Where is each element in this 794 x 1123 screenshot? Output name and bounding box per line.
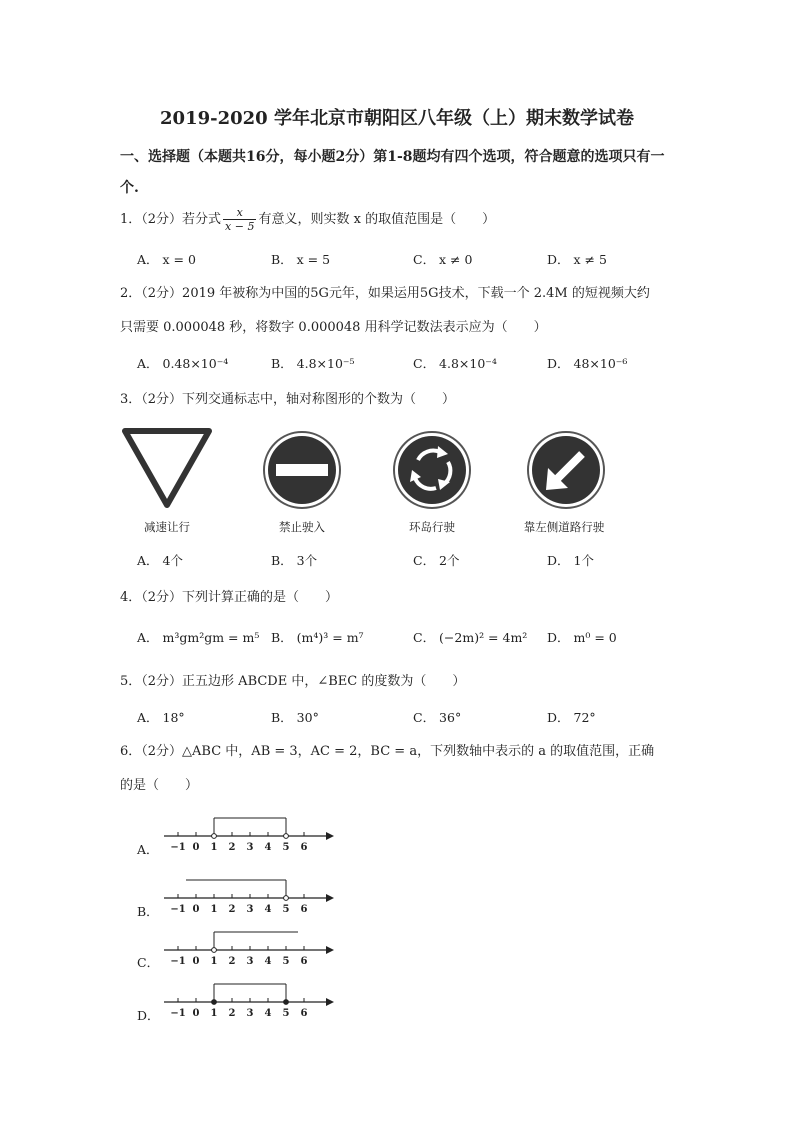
q1-suffix: 有意义，则实数 x 的取值范围是（ ） <box>258 212 496 227</box>
section-heading: 一、选择题（本题共16分，每小题2分）第1-8题均有四个选项，符合题意的选项只有一 <box>120 149 665 165</box>
number-line-b <box>160 874 340 914</box>
question-3: 3．（2分）下列交通标志中，轴对称图形的个数为（ ） <box>120 392 456 407</box>
axis-tick-label: 4 <box>264 956 272 966</box>
q3-option-a[interactable]: A． 4个 <box>137 553 183 568</box>
q4-option-a[interactable]: A． m³gm²gm = m⁵ <box>137 630 260 645</box>
axis-arrow-icon <box>326 894 334 902</box>
q5-option-a[interactable]: A． 18° <box>137 710 185 725</box>
closed-endpoint <box>212 1000 217 1005</box>
q1-option-c[interactable]: C． x ≠ 0 <box>413 252 473 267</box>
axis-tick-label: 5 <box>282 904 290 914</box>
axis-tick-label: −1 <box>170 842 186 852</box>
question-2-cont: 只需要 0.000048 秒，将数字 0.000048 用科学记数法表示应为（ ） <box>120 320 547 335</box>
axis-tick-label: 1 <box>210 956 218 966</box>
q3-option-b[interactable]: B． 3个 <box>271 553 318 568</box>
axis-tick-label: −1 <box>170 904 186 914</box>
q1-option-d[interactable]: D． x ≠ 5 <box>547 252 607 267</box>
axis-tick-label: 1 <box>210 1008 218 1018</box>
axis-tick-label: 2 <box>228 956 236 966</box>
q3-option-d[interactable]: D． 1个 <box>547 553 594 568</box>
open-endpoint <box>212 948 217 953</box>
axis-arrow-icon <box>326 998 334 1006</box>
q1-fraction <box>223 206 256 233</box>
axis-tick-label: 3 <box>246 904 254 914</box>
q2-option-d[interactable]: D． 48×10⁻⁶ <box>547 356 628 371</box>
axis-tick-label: 4 <box>264 842 272 852</box>
q3-option-c[interactable]: C． 2个 <box>413 553 460 568</box>
section-heading-cont: 个. <box>120 180 139 196</box>
axis-arrow-icon <box>326 832 334 840</box>
yield-triangle-sign-icon <box>120 425 215 510</box>
q5-option-b[interactable]: B． 30° <box>271 710 319 725</box>
axis-tick-label: 2 <box>228 904 236 914</box>
q1-frac-den: x − 5 <box>225 220 255 233</box>
axis-tick-label: 4 <box>264 904 272 914</box>
axis-tick-label: 0 <box>192 842 200 852</box>
q2-option-b[interactable]: B． 4.8×10⁻⁵ <box>271 356 355 371</box>
page-title: 2019-2020 学年北京市朝阳区八年级（上）期末数学试卷 <box>160 108 634 129</box>
q5-option-d[interactable]: D． 72° <box>547 710 596 725</box>
axis-tick-label: −1 <box>170 1008 186 1018</box>
axis-tick-label: 3 <box>246 842 254 852</box>
q2-option-a[interactable]: A． 0.48×10⁻⁴ <box>137 356 229 371</box>
q4-option-d[interactable]: D． m⁰ = 0 <box>547 630 617 645</box>
axis-tick-label: 6 <box>300 1008 308 1018</box>
axis-tick-label: 0 <box>192 956 200 966</box>
axis-tick-label: 6 <box>300 842 308 852</box>
question-6: 6．（2分）△ABC 中，AB = 3，AC = 2，BC = a，下列数轴中表示的 a 的取值范围，正确 <box>120 744 655 759</box>
number-line-a <box>160 812 340 852</box>
q6-option-d[interactable]: D． <box>137 1008 160 1023</box>
q4-option-c[interactable]: C． (−2m)² = 4m² <box>413 630 528 645</box>
axis-tick-label: 5 <box>282 956 290 966</box>
axis-tick-label: 4 <box>264 1008 272 1018</box>
q4-option-b[interactable]: B． (m⁴)³ = m⁷ <box>271 630 364 645</box>
closed-endpoint <box>284 1000 289 1005</box>
sign-label-yield: 减速让行 <box>144 520 190 534</box>
question-2: 2．（2分）2019 年被称为中国的5G元年，如果运用5G技术，下载一个 2.4M 的短视频大约 <box>120 286 650 301</box>
question-4: 4．（2分）下列计算正确的是（ ） <box>120 590 339 605</box>
keep-left-sign-icon <box>526 430 606 510</box>
axis-tick-label: 6 <box>300 904 308 914</box>
axis-tick-label: 0 <box>192 1008 200 1018</box>
axis-tick-label: 3 <box>246 1008 254 1018</box>
axis-tick-label: 2 <box>228 842 236 852</box>
axis-tick-label: 2 <box>228 1008 236 1018</box>
roundabout-sign-icon <box>392 430 472 510</box>
axis-tick-label: −1 <box>170 956 186 966</box>
q2-option-c[interactable]: C． 4.8×10⁻⁴ <box>413 356 497 371</box>
open-endpoint <box>212 834 217 839</box>
axis-tick-label: 0 <box>192 904 200 914</box>
q1-prefix: 1．（2分）若分式 <box>120 212 222 227</box>
question-1 <box>120 206 495 233</box>
q1-option-b[interactable]: B． x = 5 <box>271 252 331 267</box>
number-line-c <box>160 926 340 966</box>
axis-arrow-icon <box>326 946 334 954</box>
q1-option-a[interactable]: A． x = 0 <box>137 252 196 267</box>
open-endpoint <box>284 834 289 839</box>
number-line-d <box>160 978 340 1018</box>
q1-frac-num: x <box>223 206 256 220</box>
axis-tick-label: 5 <box>282 842 290 852</box>
q6-option-c[interactable]: C． <box>137 955 160 970</box>
axis-tick-label: 1 <box>210 842 218 852</box>
question-6-cont: 的是（ ） <box>120 778 199 793</box>
open-endpoint <box>284 896 289 901</box>
axis-tick-label: 1 <box>210 904 218 914</box>
q6-option-a[interactable]: A． <box>137 842 159 857</box>
q5-option-c[interactable]: C． 36° <box>413 710 462 725</box>
sign-label-roundabout: 环岛行驶 <box>409 520 455 534</box>
sign-label-no-entry: 禁止驶入 <box>279 520 325 534</box>
sign-label-keep-left: 靠左侧道路行驶 <box>523 520 605 534</box>
axis-tick-label: 6 <box>300 956 308 966</box>
q6-option-b[interactable]: B． <box>137 904 159 919</box>
question-5: 5．（2分）正五边形 ABCDE 中，∠BEC 的度数为（ ） <box>120 674 466 689</box>
axis-tick-label: 3 <box>246 956 254 966</box>
no-entry-sign-icon <box>262 430 342 510</box>
axis-tick-label: 5 <box>282 1008 290 1018</box>
